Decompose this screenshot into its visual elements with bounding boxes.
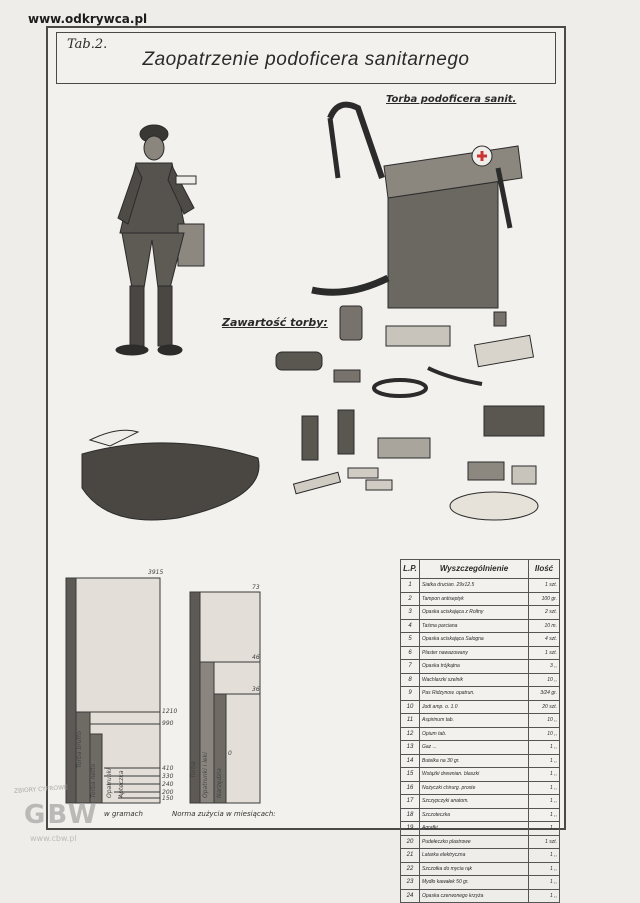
row-item: Pas Ridzynow. opatrun. — [420, 687, 529, 701]
row-quantity: 10 m. — [529, 619, 560, 633]
row-number: 16 — [401, 781, 420, 795]
row-quantity: 1 ,, — [529, 795, 560, 809]
table-header-row — [401, 560, 560, 579]
chart-left-caption: w gramach — [104, 810, 143, 818]
row-number: 13 — [401, 741, 420, 755]
row-number: 3 — [401, 606, 420, 620]
row-number: 19 — [401, 822, 420, 836]
chart-left-bar-label: Apteczka — [118, 770, 125, 798]
table-row — [401, 646, 560, 660]
chart-right-caption: Norma zużycia w miesiącach: — [172, 810, 276, 818]
row-item: Plaster nawazowany — [420, 646, 529, 660]
row-number: 14 — [401, 754, 420, 768]
chart-left-top-value: 3915 — [148, 569, 164, 576]
table-row — [401, 619, 560, 633]
contents-label: Zawartość torby: — [222, 316, 328, 329]
row-number: 1 — [401, 579, 420, 593]
row-number: 20 — [401, 835, 420, 849]
chart-left-bar-label: Torba brutto — [76, 731, 83, 768]
medic-figure-illustration — [116, 125, 204, 355]
watermark-url-bottom: www.cbw.pl — [30, 834, 77, 843]
row-number: 23 — [401, 876, 420, 890]
row-item: Wachlarzki szelnik — [420, 673, 529, 687]
table-row — [401, 727, 560, 741]
table-row — [401, 741, 560, 755]
table-row — [401, 714, 560, 728]
row-item: Opium tab. — [420, 727, 529, 741]
row-item: Gaz ... — [420, 741, 529, 755]
inventory-table-body — [401, 579, 560, 903]
row-number: 5 — [401, 633, 420, 647]
chart-right-bar-label: Opatrunki i leki — [202, 752, 209, 798]
chart-left-mark: 150 — [162, 795, 174, 802]
row-number: 18 — [401, 808, 420, 822]
row-quantity: 1 ,, — [529, 862, 560, 876]
chart-left-mark: 990 — [162, 720, 174, 727]
row-quantity: 100 gr. — [529, 592, 560, 606]
row-item: Szczypczyki anatom. — [420, 795, 529, 809]
table-row — [401, 795, 560, 809]
row-quantity: 1 ,, — [529, 849, 560, 863]
row-item: Opaska uciskająca Salogna — [420, 633, 529, 647]
row-item: Pudełeczko plastrowe — [420, 835, 529, 849]
bag-label: Torba podoficera sanit. — [386, 94, 517, 105]
medic-bag-illustration — [312, 105, 522, 308]
row-item: Szczotka do mycia rąk — [420, 862, 529, 876]
watermark-logo: GBW — [24, 800, 99, 830]
row-quantity: 10 ,, — [529, 714, 560, 728]
bag-contents-illustration — [82, 306, 544, 520]
row-quantity: 1 ,, — [529, 808, 560, 822]
table-row — [401, 673, 560, 687]
row-quantity: 3 ,, — [529, 660, 560, 674]
row-number: 12 — [401, 727, 420, 741]
row-item: Taśma parciana — [420, 619, 529, 633]
row-quantity: 1 ,, — [529, 754, 560, 768]
watermark-url-top: www.odkrywca.pl — [28, 12, 148, 26]
row-quantity: 1 szt. — [529, 579, 560, 593]
page-title: Zaopatrzenie podoficera sanitarnego — [142, 49, 470, 70]
table-row — [401, 876, 560, 890]
table-row — [401, 835, 560, 849]
row-number: 4 — [401, 619, 420, 633]
column-header-lp: L.P. — [401, 560, 420, 579]
row-item: Wstążki drewnian. blaszki — [420, 768, 529, 782]
table-row — [401, 606, 560, 620]
chart-left-mark: 1210 — [162, 708, 178, 715]
row-quantity: 1 ,, — [529, 741, 560, 755]
row-quantity: 1 szt. — [529, 646, 560, 660]
row-number: 7 — [401, 660, 420, 674]
inventory-table — [400, 559, 560, 903]
row-number: 21 — [401, 849, 420, 863]
row-number: 11 — [401, 714, 420, 728]
usage-bar-chart — [190, 592, 260, 803]
chart-right-bar-label: Torba — [190, 761, 197, 778]
row-item: Opaska czerwonego krzyża — [420, 889, 529, 903]
row-item: Opaska uciskająca z Roltny — [420, 606, 529, 620]
chart-right-mark: 36 — [252, 686, 260, 693]
row-quantity: 4 szt. — [529, 633, 560, 647]
table-row — [401, 889, 560, 903]
table-row — [401, 579, 560, 593]
row-number: 24 — [401, 889, 420, 903]
column-header-item: Wyszczególnienie — [420, 560, 529, 579]
row-number: 2 — [401, 592, 420, 606]
table-row — [401, 862, 560, 876]
table-row — [401, 660, 560, 674]
row-quantity: 1 ,, — [529, 781, 560, 795]
table-row — [401, 633, 560, 647]
row-quantity: 1 ,, — [529, 768, 560, 782]
row-number: 15 — [401, 768, 420, 782]
chart-left-mark: 410 — [162, 765, 174, 772]
row-quantity: 20 szt. — [529, 700, 560, 714]
table-row — [401, 808, 560, 822]
table-row — [401, 768, 560, 782]
chart-left-mark: 240 — [162, 781, 174, 788]
row-item: Siatka drucian. 29x12.5 — [420, 579, 529, 593]
row-quantity: 3/24 gr. — [529, 687, 560, 701]
row-item: Agrafki — [420, 822, 529, 836]
row-item: Nożyczki chirurg. proste — [420, 781, 529, 795]
row-item: Opaska trójkątna — [420, 660, 529, 674]
row-item: Tampon antiseptyk — [420, 592, 529, 606]
chart-right-bar-label: Narzędzia — [216, 768, 223, 798]
weight-bar-chart — [66, 578, 160, 803]
row-item: Mydło kawałek 50 gr. — [420, 876, 529, 890]
row-number: 9 — [401, 687, 420, 701]
row-quantity: 10 ,, — [529, 673, 560, 687]
table-row — [401, 849, 560, 863]
chart-left-bar-label: Torba netto — [90, 763, 97, 798]
row-quantity: 2 szt. — [529, 606, 560, 620]
row-quantity: 1 szt. — [529, 835, 560, 849]
chart-left-mark: 200 — [162, 789, 174, 796]
chart-right-mark: 0 — [228, 750, 232, 757]
column-header-qty: Ilość — [529, 560, 560, 579]
row-item: Butelka na 30 gr. — [420, 754, 529, 768]
tab-number: Tab.2. — [67, 37, 108, 52]
chart-left-mark: 330 — [162, 773, 174, 780]
watermark-stamp: ZBIORY CYFROWE — [13, 784, 69, 795]
row-number: 22 — [401, 862, 420, 876]
chart-right-mark: 73 — [252, 584, 260, 591]
row-item: Latarka elektryczna — [420, 849, 529, 863]
row-item: Szczoteczka — [420, 808, 529, 822]
row-number: 8 — [401, 673, 420, 687]
table-row — [401, 754, 560, 768]
table-row — [401, 822, 560, 836]
row-item: Aspirinum tab. — [420, 714, 529, 728]
table-row — [401, 700, 560, 714]
chart-left-bar-label: Opatrunki — [106, 768, 113, 798]
row-number: 10 — [401, 700, 420, 714]
row-number: 17 — [401, 795, 420, 809]
row-quantity: 1 ,, — [529, 822, 560, 836]
row-item: Jodi amp. o. 1.0 — [420, 700, 529, 714]
chart-right-mark: 46 — [252, 654, 260, 661]
table-row — [401, 781, 560, 795]
row-number: 6 — [401, 646, 420, 660]
row-quantity: 1 ,, — [529, 876, 560, 890]
row-quantity: 1 ,, — [529, 889, 560, 903]
table-row — [401, 687, 560, 701]
table-row — [401, 592, 560, 606]
row-quantity: 10 ,, — [529, 727, 560, 741]
